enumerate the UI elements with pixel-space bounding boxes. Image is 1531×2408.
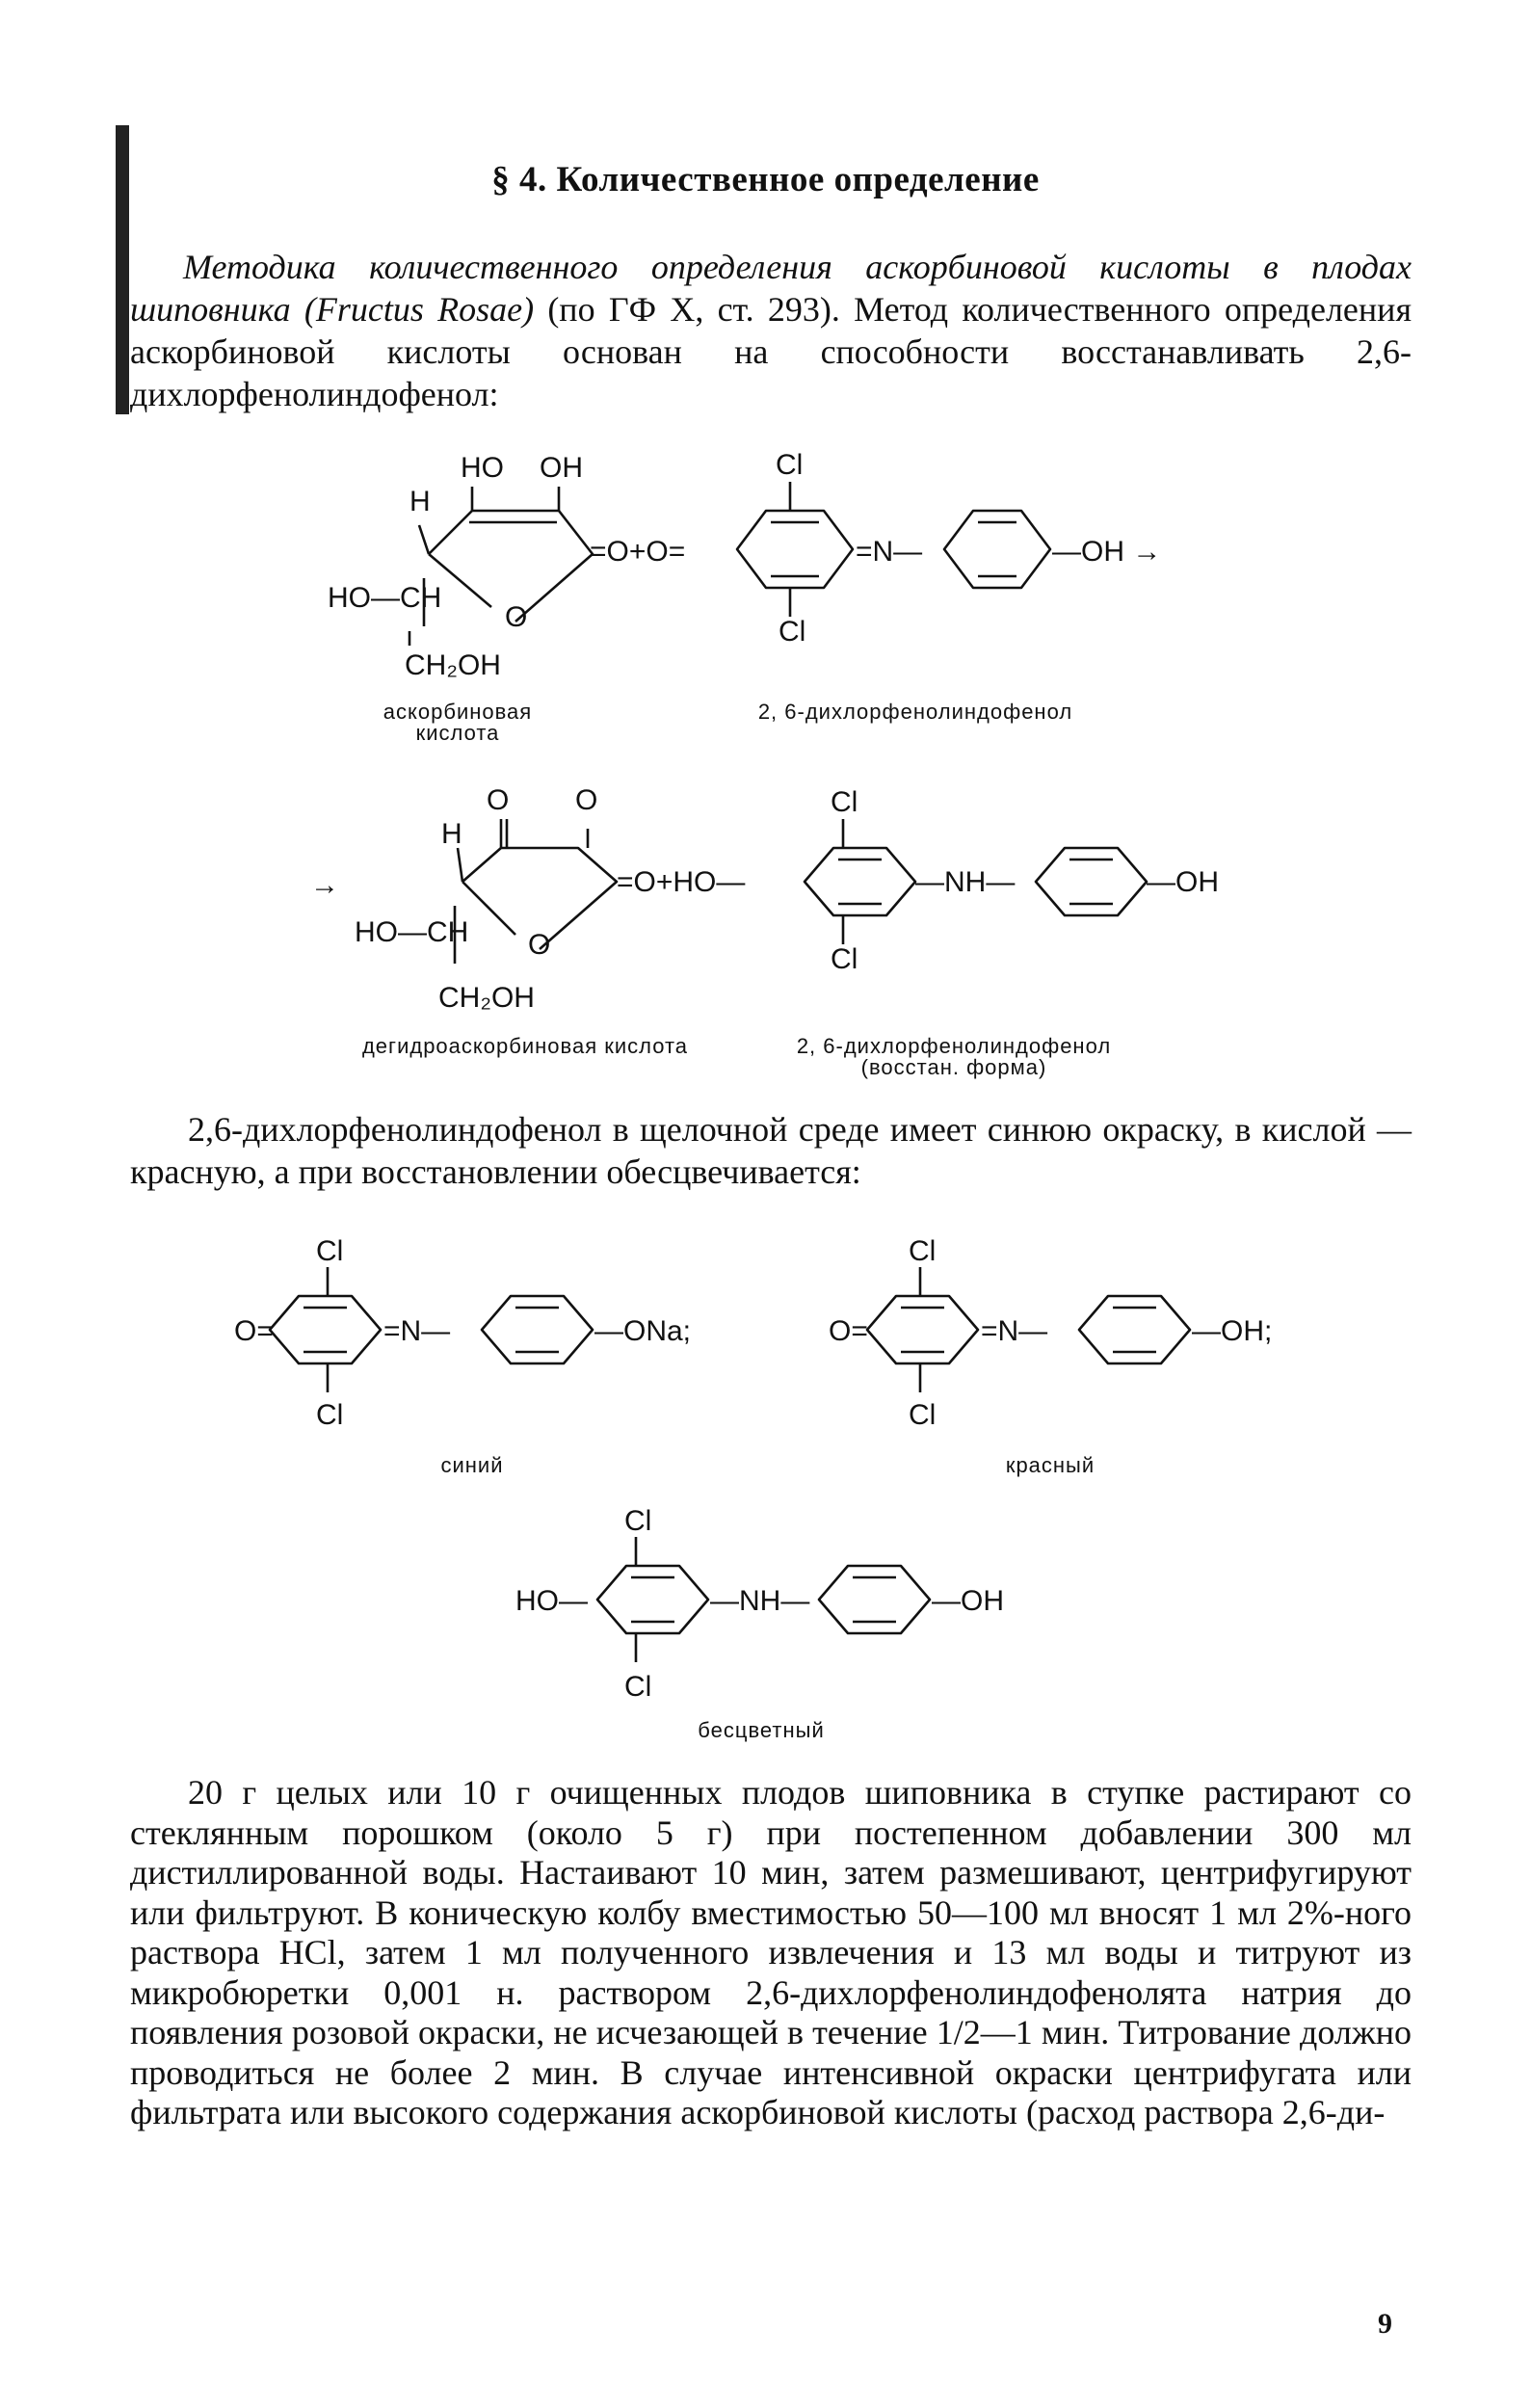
chem-eq-o-plus-o: =O+O= [590, 536, 686, 568]
chem-ho: HO [461, 452, 504, 484]
chem-nh-colorless: —NH— [710, 1585, 810, 1617]
chem-ch2oh: CH₂OH [405, 649, 501, 681]
chem-oh-semi: —OH; [1192, 1315, 1273, 1347]
chem-h: H [409, 486, 431, 517]
chem-ona: —ONa; [594, 1315, 692, 1347]
caption-reduced: 2, 6-дихлорфенолиндофенол (восстан. форма) [796, 1034, 1112, 1079]
chem-o-eq-blue: O= [234, 1315, 274, 1347]
method-title: Методика количественного определения аскорбиновой кислоты в плодах шиповника (Fructus Rosae) [130, 248, 1412, 329]
chem-cl-bottom: Cl [779, 616, 806, 648]
chem-h-2: H [441, 818, 462, 850]
chem-oh-arrow: —OH → [1052, 536, 1162, 568]
chem-cl-bottom-2: Cl [831, 943, 858, 975]
chem-cl-blue-top: Cl [316, 1235, 344, 1267]
chem-eq-n-blue: =N— [383, 1315, 451, 1347]
chem-o-eq-red: O= [829, 1315, 868, 1347]
chem-dash-oh: —OH [1147, 866, 1219, 898]
chem-cl-colorless-bottom: Cl [624, 1671, 652, 1703]
section-heading: § 4. Количественное определение [491, 160, 1040, 199]
caption-dehydro: дегидроаскорбиновая кислота [361, 1034, 689, 1058]
chem-dash-oh-colorless: —OH [932, 1585, 1004, 1617]
caption-blue: синий [440, 1453, 504, 1477]
procedure-paragraph: 20 г целых или 10 г очищенных плодов шиповника в ступке растирают со стеклянным порошком (около 5 г) при постепенном добавлении 300 мл дистиллированной воды. Настаивают 10 мин, затем размешивают, центрифугируют или фильтруют. В коническую колбу вместимостью 50—100 мл вносят 1 мл 2%-ного раствора HCl, затем 1 мл полученного извлечения и 13 мл воды и титруют из микробюретки 0,001 н. раствором 2,6-дихлорфенолиндофенолята натрия до появления розовой окраски, не исчезающей в течение 1/2—1 мин. Титрование должно проводиться не более 2 мин. В случае интенсивной окраски центрифугата или фильтрата или высокого содержания аскорбиновой кислоты (расход раствора 2,6-ди- [130, 1773, 1412, 2131]
page-number: 9 [1378, 2308, 1392, 2340]
chem-cl-blue-bottom: Cl [316, 1399, 344, 1431]
chem-ho-dash: HO— [515, 1585, 588, 1617]
chem-o-right: O [575, 784, 598, 816]
caption-ascorbic: аскорбиновая кислота [383, 700, 533, 745]
chem-eq-o-plus-ho: =O+HO— [617, 866, 746, 898]
chem-ring-o: O [505, 601, 528, 633]
chem-o-left: O [487, 784, 510, 816]
chem-cl-red-top: Cl [909, 1235, 937, 1267]
chem-nh: —NH— [915, 866, 1016, 898]
color-paragraph: 2,6-дихлорфенолиндофенол в щелочной среде имеет синюю окраску, в кислой — красную, а при восстановлении обесцвечивается: [130, 1110, 1412, 1191]
chem-eq-n-red: =N— [981, 1315, 1048, 1347]
chem-cl-top-2: Cl [831, 786, 858, 818]
caption-dcpip: 2, 6-дихлорфенолиндофенол [757, 700, 1073, 724]
chem-cl-colorless-top: Cl [624, 1505, 652, 1537]
intro-rest: (по ГФ X, ст. 293). Метод количественного определения аскорбиновой кислоты основан на способности восстанавливать 2,6-дихлорфенолиндофенол: [130, 290, 1412, 413]
chem-ho-ch: HO—CH [328, 582, 442, 614]
chem-oh: OH [540, 452, 583, 484]
ascorbic-acid-structure [409, 487, 593, 646]
chem-eq-n: =N— [856, 536, 923, 568]
chem-ho-ch-2: HO—CH [355, 916, 469, 948]
chem-cl-top: Cl [776, 449, 804, 481]
caption-colorless: бесцветный [698, 1718, 825, 1742]
chem-arrow: → [310, 869, 339, 901]
caption-red: красный [1005, 1453, 1095, 1477]
chem-ch2oh-2: CH₂OH [438, 982, 535, 1014]
chem-cl-red-bottom: Cl [909, 1399, 937, 1431]
chem-ring-o-2: O [528, 929, 551, 961]
